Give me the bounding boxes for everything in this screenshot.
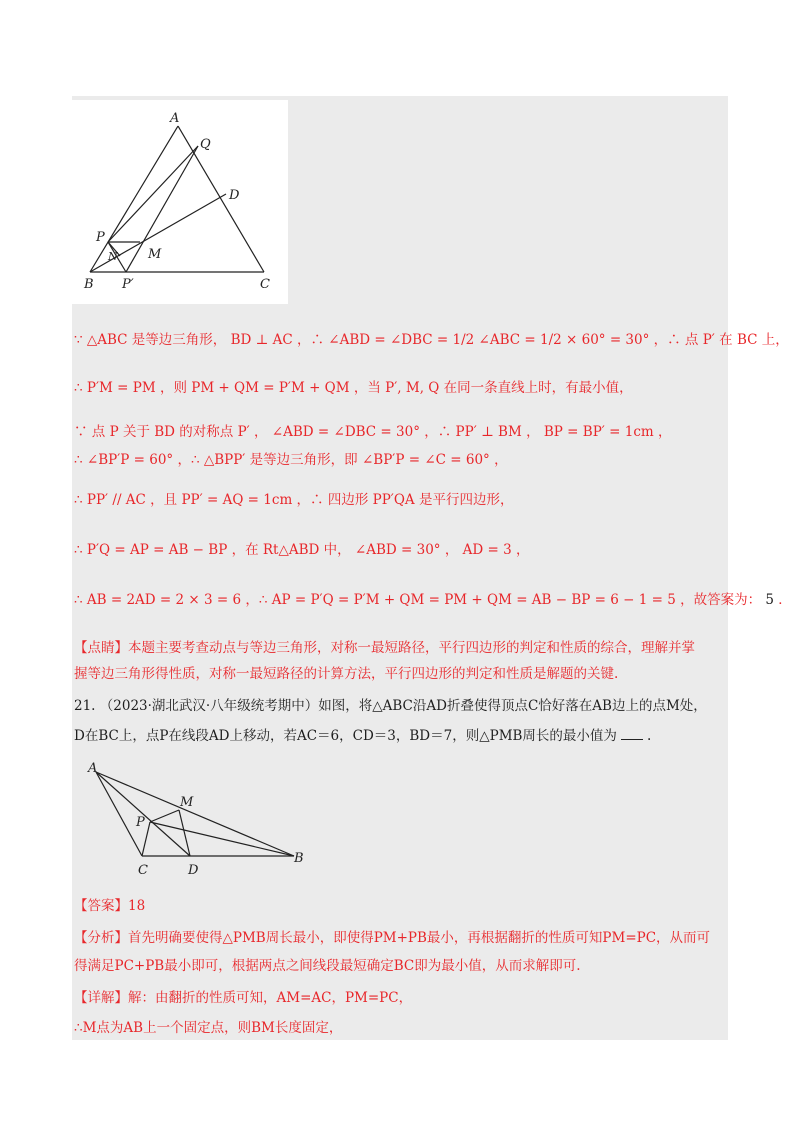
label-n: N	[108, 250, 118, 263]
analysis-line-1	[74, 928, 724, 948]
label-a: A	[88, 761, 98, 776]
detail-line-1	[74, 988, 724, 1008]
analysis-text-1: 首先明确要使得△PMB周长最小，即使得PM+PB最小，再根据翻折的性质可知PM=PC，从而可	[128, 930, 711, 946]
analysis-label: 【分析】	[74, 930, 128, 946]
segment-ab	[90, 126, 178, 272]
label-c: C	[260, 277, 270, 292]
label-m: M	[148, 247, 162, 262]
problem-text-1: 如图，将△ABC沿AD折叠使得顶点C恰好落在AB边上的点M处，	[318, 698, 707, 714]
note-label: 【点睛】	[74, 640, 128, 656]
solution-line-2: ∴ P′M = PM ，则 PM + QM = P′M + QM ，当 P′, M, Q 在同一条直线上时，有最小值，	[74, 380, 633, 396]
detail-text-1: 解：由翻折的性质可知，AM=AC，PM=PC，	[128, 990, 413, 1006]
note-line-1	[74, 638, 724, 658]
figure-triangle-abc-svg	[72, 100, 288, 304]
solution-line-7-end: ．	[778, 592, 792, 608]
segment-ac	[178, 126, 264, 272]
segment-pm	[150, 810, 179, 822]
solution-line-5: ∴ PP′ // AC ，且 PP′ = AQ = 1cm ，∴ 四边形 PP′QA 是平行四边形，	[74, 492, 514, 508]
final-answer: 5	[765, 592, 774, 608]
segment-ac	[96, 772, 142, 856]
answer-blank	[621, 727, 643, 740]
segment-md	[179, 810, 190, 856]
label-p: P	[136, 815, 145, 830]
solution-line-1: ∵ △ABC 是等边三角形， BD ⊥ AC ，∴ ∠ABD = ∠DBC = 1/2 ∠ABC = 1/2 × 60° = 30° ，∴ 点 P′ 在 BC 上，	[74, 332, 789, 348]
label-a: A	[170, 111, 180, 126]
solution-line-4: ∴ ∠BP′P = 60° ，∴ △BPP′ 是等边三角形，即 ∠BP′P = ∠C = 60° ，	[74, 452, 508, 468]
detail-label: 【详解】	[74, 990, 128, 1006]
answer-line	[74, 896, 724, 916]
figure-folded-triangle-svg	[84, 758, 314, 882]
label-p: P	[96, 230, 105, 245]
note-text-1: 本题主要考查动点与等边三角形，对称一最短路径，平行四边形的判定和性质的综合，理解并掌	[128, 640, 695, 656]
note-line-2: 握等边三角形得性质，对称一最短路径的计算方法，平行四边形的判定和性质是解题的关键.	[74, 666, 619, 682]
label-b: B	[294, 851, 304, 866]
answer-value: 18	[128, 898, 146, 914]
label-m: M	[180, 795, 194, 810]
solution-line-3: ∵ 点 P 关于 BD 的对称点 P′ ， ∠ABD = ∠DBC = 30° ，∴ PP′ ⊥ BM ， BP = BP′ = 1cm ，	[74, 424, 672, 440]
problem-21-line-2	[74, 726, 724, 746]
segment-p-prime-q	[126, 146, 198, 272]
solution-line-7-text: ∴ AB = 2AD = 2 × 3 = 6 ，∴ AP = P′Q = P′M + QM = PM + QM = AB − BP = 6 − 1 = 5 ，故答案为：	[74, 592, 762, 608]
answer-label: 【答案】	[74, 898, 128, 914]
solution-line-6: ∴ P′Q = AP = AB − BP ，在 Rt△ABD 中， ∠ABD = 30° ， AD = 3 ，	[74, 542, 530, 558]
label-q: Q	[200, 137, 211, 152]
segment-ad	[96, 772, 190, 856]
problem-source: （2023·湖北武汉·八年级统考期中）	[99, 698, 319, 714]
segment-pq	[108, 146, 198, 242]
figure-folded-triangle	[84, 758, 314, 882]
label-p-prime: P′	[122, 277, 134, 292]
label-b: B	[84, 277, 94, 292]
analysis-line-2: 得满足PC+PB最小即可，根据两点之间线段最短确定BC即为最小值，从而求解即可.	[74, 958, 581, 974]
figure-triangle-abc	[72, 100, 288, 304]
problem-number: 21.	[74, 698, 96, 714]
label-c: C	[138, 863, 148, 878]
problem-21-line-1	[74, 696, 724, 716]
solution-line-7	[74, 590, 792, 610]
detail-line-2: ∴M点为AB上一个固定点，则BM长度固定，	[74, 1020, 343, 1036]
problem-text-2: D在BC上，点P在线段AD上移动，若AC＝6，CD＝3，BD＝7，则△PMB周长的最小值为	[74, 728, 617, 744]
segment-ab	[96, 772, 294, 856]
label-d: D	[188, 863, 199, 878]
problem-end: .	[646, 728, 652, 744]
label-d: D	[229, 188, 240, 203]
